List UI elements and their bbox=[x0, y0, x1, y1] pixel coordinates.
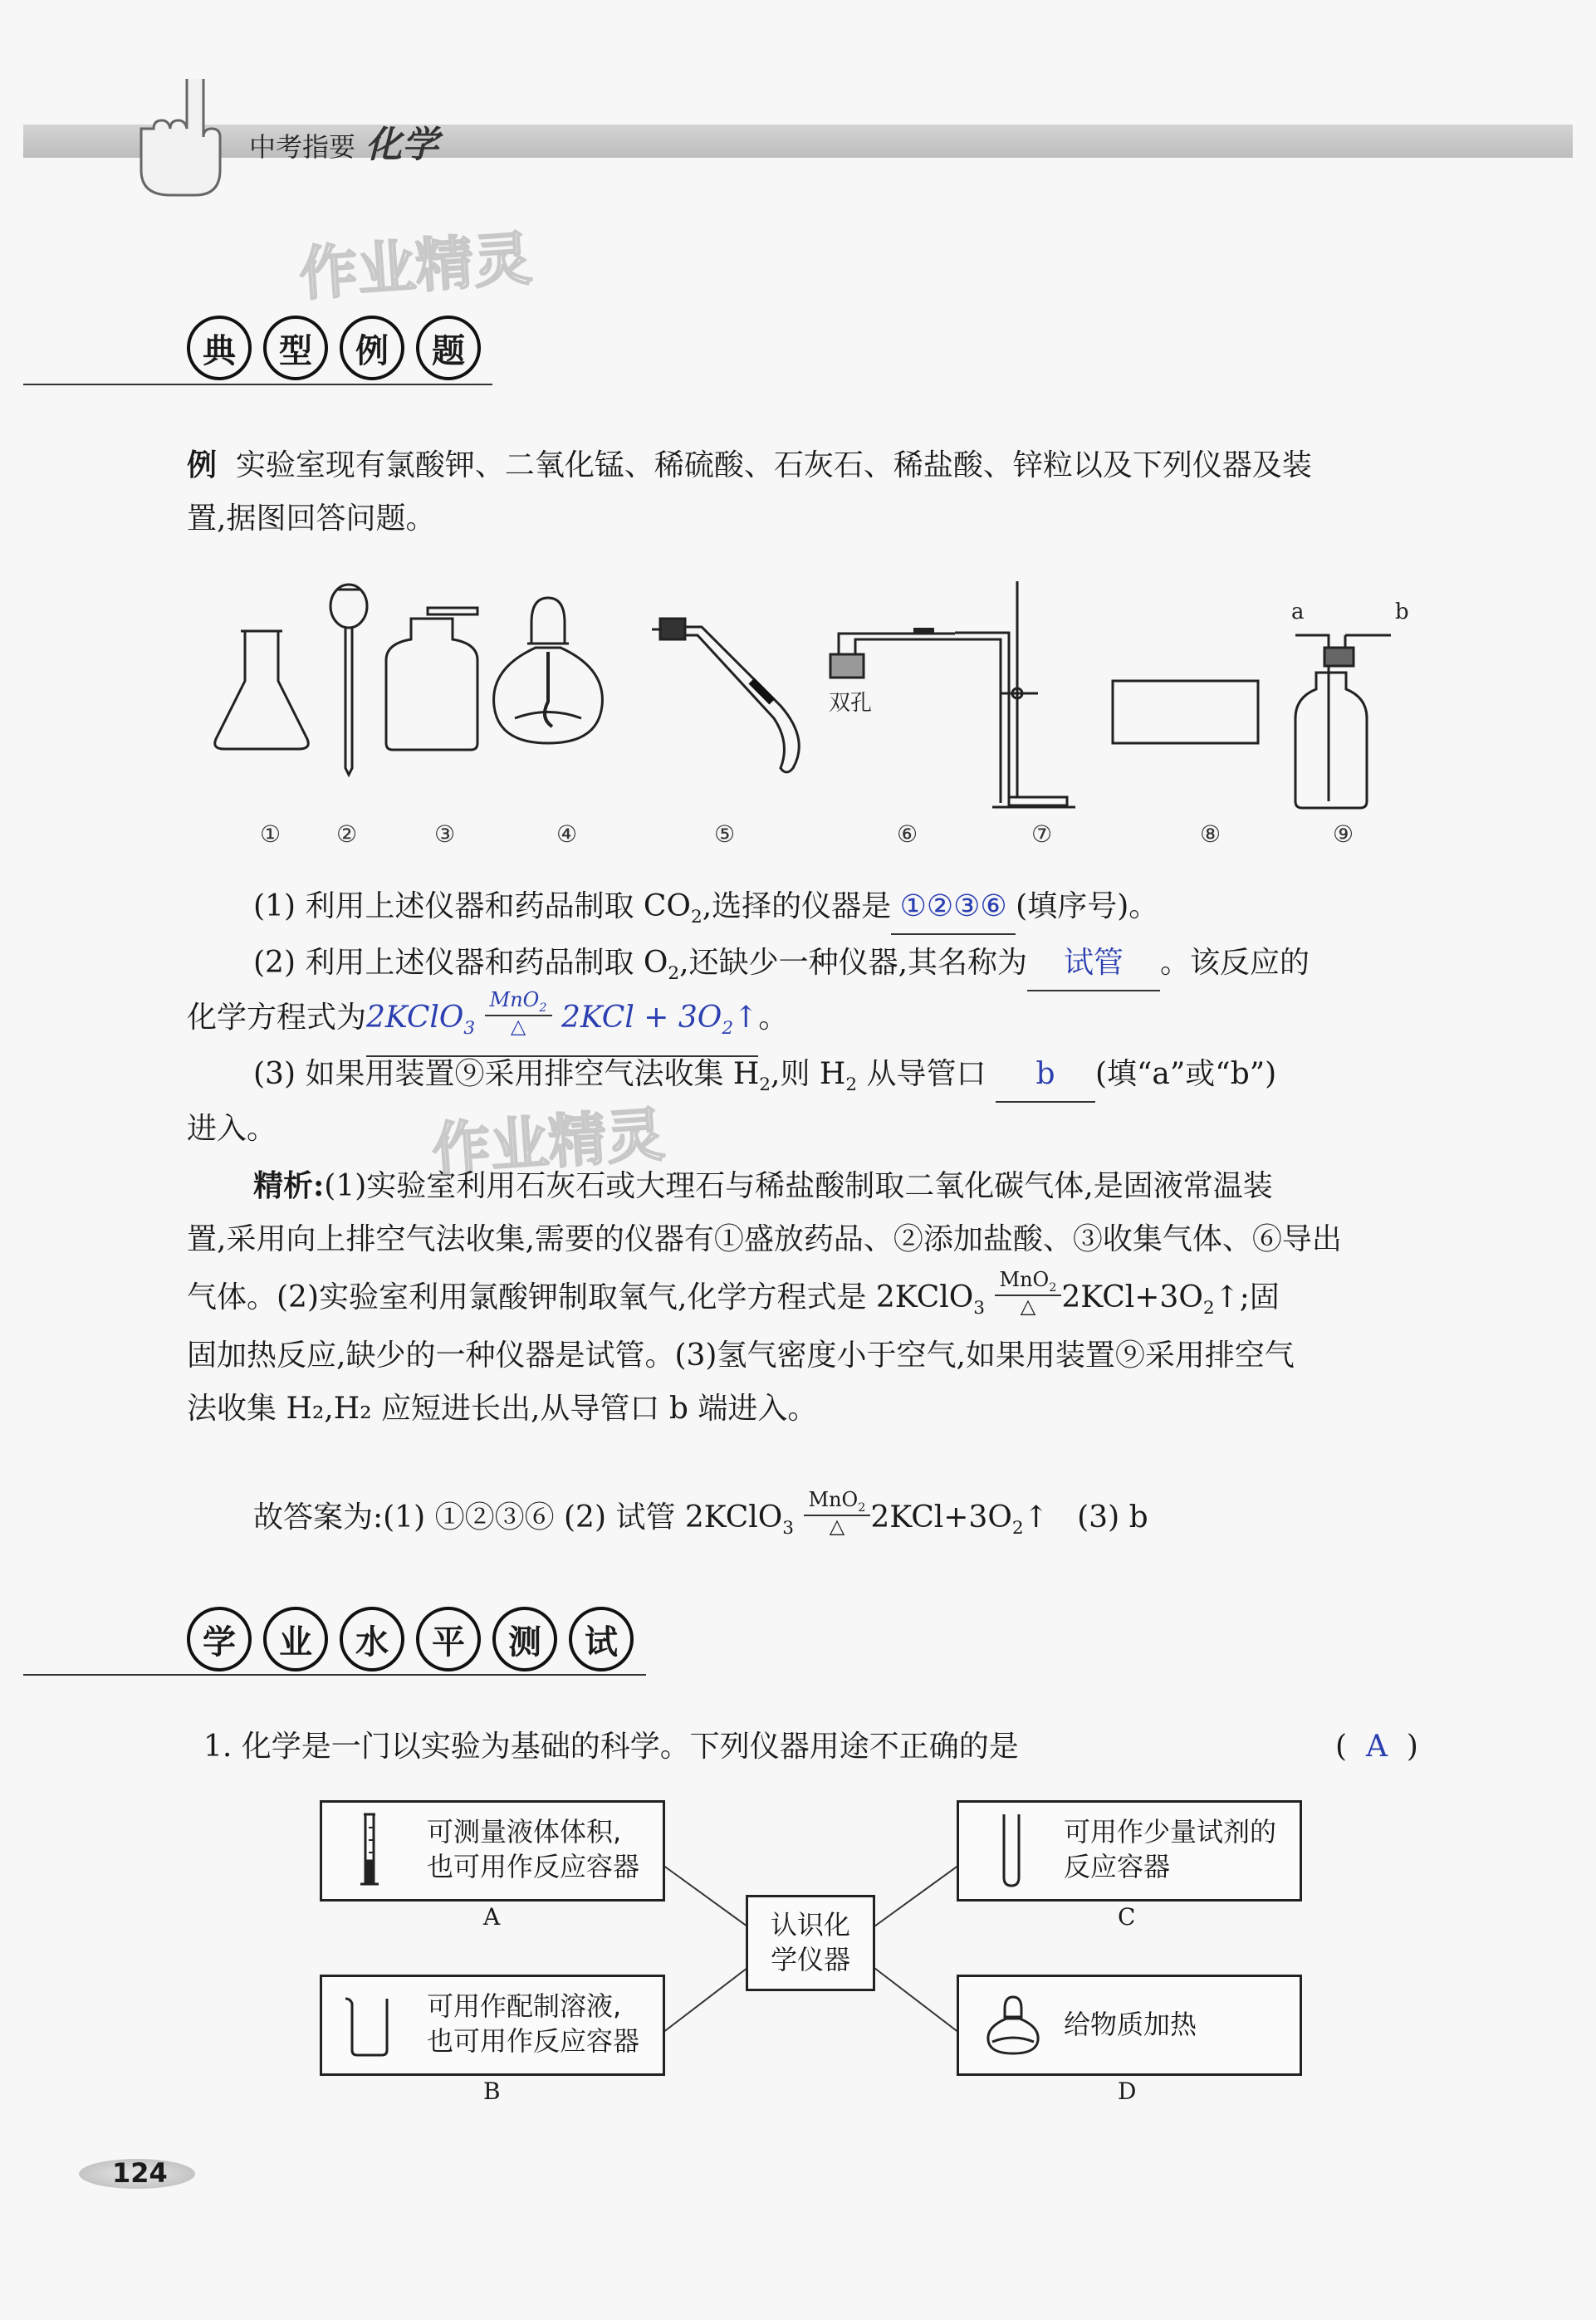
q3-answer: b bbox=[996, 1048, 1095, 1103]
watermark: 作业精灵 bbox=[296, 224, 534, 309]
option-box-a: 可测量液体体积, 也可用作反应容器 bbox=[320, 1800, 665, 1902]
port-a-label: a bbox=[1291, 600, 1305, 624]
apparatus-label: ⑧ bbox=[1200, 820, 1221, 848]
option-label-a: A bbox=[483, 1903, 501, 1931]
test-tube-icon bbox=[999, 1811, 1024, 1891]
intro-line-2: 置,据图回答问题。 bbox=[187, 502, 436, 536]
watermark: 作业精灵 bbox=[429, 1100, 667, 1185]
intro-line-1: 实验室现有氯酸钾、二氧化锰、稀硫酸、石灰石、稀盐酸、锌粒以及下列仪器及装 bbox=[235, 448, 1312, 482]
apparatus-label: ③ bbox=[434, 820, 456, 848]
section-char: 试 bbox=[569, 1607, 634, 1671]
beaker-icon bbox=[342, 1995, 392, 2058]
section-divider bbox=[23, 1674, 646, 1676]
gas-washing-bottle-icon bbox=[1291, 600, 1409, 808]
port-b-label: b bbox=[1395, 600, 1409, 624]
center-box: 认识化 学仪器 bbox=[746, 1895, 875, 1991]
q1-answer: ①②③⑥ bbox=[891, 880, 1016, 935]
section-char: 平 bbox=[416, 1607, 481, 1671]
apparatus-label: ⑥ bbox=[897, 820, 918, 848]
section-char: 型 bbox=[263, 316, 328, 380]
apparatus-label: ⑦ bbox=[1031, 820, 1053, 848]
section-title-example bbox=[187, 316, 481, 380]
question-1-answer-paren: ( A ) bbox=[1335, 1730, 1418, 1764]
page-number: 124 bbox=[112, 2157, 168, 2189]
apparatus-label: ⑤ bbox=[714, 820, 736, 848]
double-hole-stopper-icon bbox=[830, 631, 1009, 803]
question-1: 1. 化学是一门以实验为基础的科学。下列仪器用途不正确的是 bbox=[203, 1730, 1019, 1764]
section-char: 业 bbox=[263, 1607, 328, 1671]
apparatus-label: ① bbox=[260, 820, 282, 848]
long-neck-funnel-icon bbox=[330, 585, 367, 775]
section-char: 学 bbox=[187, 1607, 252, 1671]
option-box-c: 可用作少量试剂的 反应容器 bbox=[957, 1800, 1302, 1902]
example-q3-line2: 进入。 bbox=[187, 1112, 277, 1146]
iron-stand-icon bbox=[992, 581, 1075, 807]
section-char: 测 bbox=[492, 1607, 557, 1671]
section-char: 典 bbox=[187, 316, 252, 380]
apparatus-label: ⑨ bbox=[1333, 820, 1354, 848]
apparatus-figure bbox=[199, 548, 1445, 814]
question-1-answer: A bbox=[1365, 1730, 1388, 1764]
book-title: 中考指要 bbox=[249, 131, 356, 163]
option-label-b: B bbox=[483, 2078, 501, 2105]
section-char: 例 bbox=[340, 316, 404, 380]
example-intro bbox=[187, 438, 1449, 546]
example-q1: (1) 利用上述仪器和药品制取 $CO_2$,选择的仪器是 ①②③⑥ (填序号)。 bbox=[253, 880, 1158, 944]
option-label-d: D bbox=[1118, 2078, 1137, 2105]
alcohol-lamp-icon bbox=[984, 1992, 1042, 2058]
section-title-test bbox=[187, 1607, 634, 1671]
q2-answer: 试管 bbox=[1027, 937, 1160, 991]
option-box-b: 可用作配制溶液, 也可用作反应容器 bbox=[320, 1975, 665, 2076]
glass-plate-icon bbox=[1113, 681, 1258, 743]
analysis-label: 精析: bbox=[253, 1168, 325, 1203]
graduated-cylinder-icon bbox=[357, 1811, 382, 1891]
conical-flask-icon bbox=[215, 631, 309, 749]
hand-logo-icon bbox=[125, 79, 233, 203]
option-box-d: 给物质加热 bbox=[957, 1975, 1302, 2076]
apparatus-label: ② bbox=[336, 820, 358, 848]
example-q3: (3) 如果用装置⑨采用排空气法收集 $H_2$,则 $H_2$ 从导管口 b (填“a”或“b”) bbox=[253, 1048, 1276, 1112]
example-q2-equation: 化学方程式为2KClO$_3$ $\frac{MnO_2}{\triangle}$ $2KCl + 3O_2↑$。 bbox=[187, 991, 788, 1057]
apparatus-label: ④ bbox=[556, 820, 578, 848]
subject-logo: 化学 bbox=[365, 124, 438, 166]
section-char: 题 bbox=[416, 316, 481, 380]
analysis-block: 精析:(1)实验室利用石灰石或大理石与稀盐酸制取二氧化碳气体,是固液常温装 置,采用向上排空气法收集,需要的仪器有①盛放药品、②添加盐酸、③收集气体、⑥导出 气体。(2)实验室利用氯酸钾制取氧气,化学方程式是 2KClO$_3$ $\frac{MnO_2}{\triangle}$ $2KCl+3O_2↑$;固 固加热反应,缺少的一种仪器是试管。(3)氢气密度小于空气,如果用装置⑨采用排空气 法收集 H₂,H₂ 应短进长出,从导管口 b 端进入。 bbox=[187, 1168, 1342, 1426]
option-label-c: C bbox=[1118, 1903, 1136, 1931]
example-label: 例 bbox=[187, 448, 218, 482]
example-q2: (2) 利用上述仪器和药品制取 $O_2$,还缺少一种仪器,其名称为 试管 。该反应的 bbox=[253, 937, 1310, 1001]
alcohol-lamp-icon bbox=[494, 598, 603, 743]
section-char: 水 bbox=[340, 1607, 404, 1671]
rubber-stopper-tube-icon bbox=[652, 619, 799, 772]
gas-collecting-bottle-icon bbox=[386, 608, 477, 750]
q2-equation-answer: 2KClO$_3$ $\frac{MnO_2}{\triangle}$ $2KCl + 3O_2↑$ bbox=[366, 991, 758, 1057]
section-divider bbox=[23, 384, 492, 385]
double-hole-label: 双孔 bbox=[829, 691, 873, 716]
final-answer: 故答案为:(1) ①②③⑥ (2) 试管 2KClO$_3$ $\frac{MnO_2}{\triangle}$ $2KCl+3O_2↑$ (3) b bbox=[253, 1488, 1148, 1539]
